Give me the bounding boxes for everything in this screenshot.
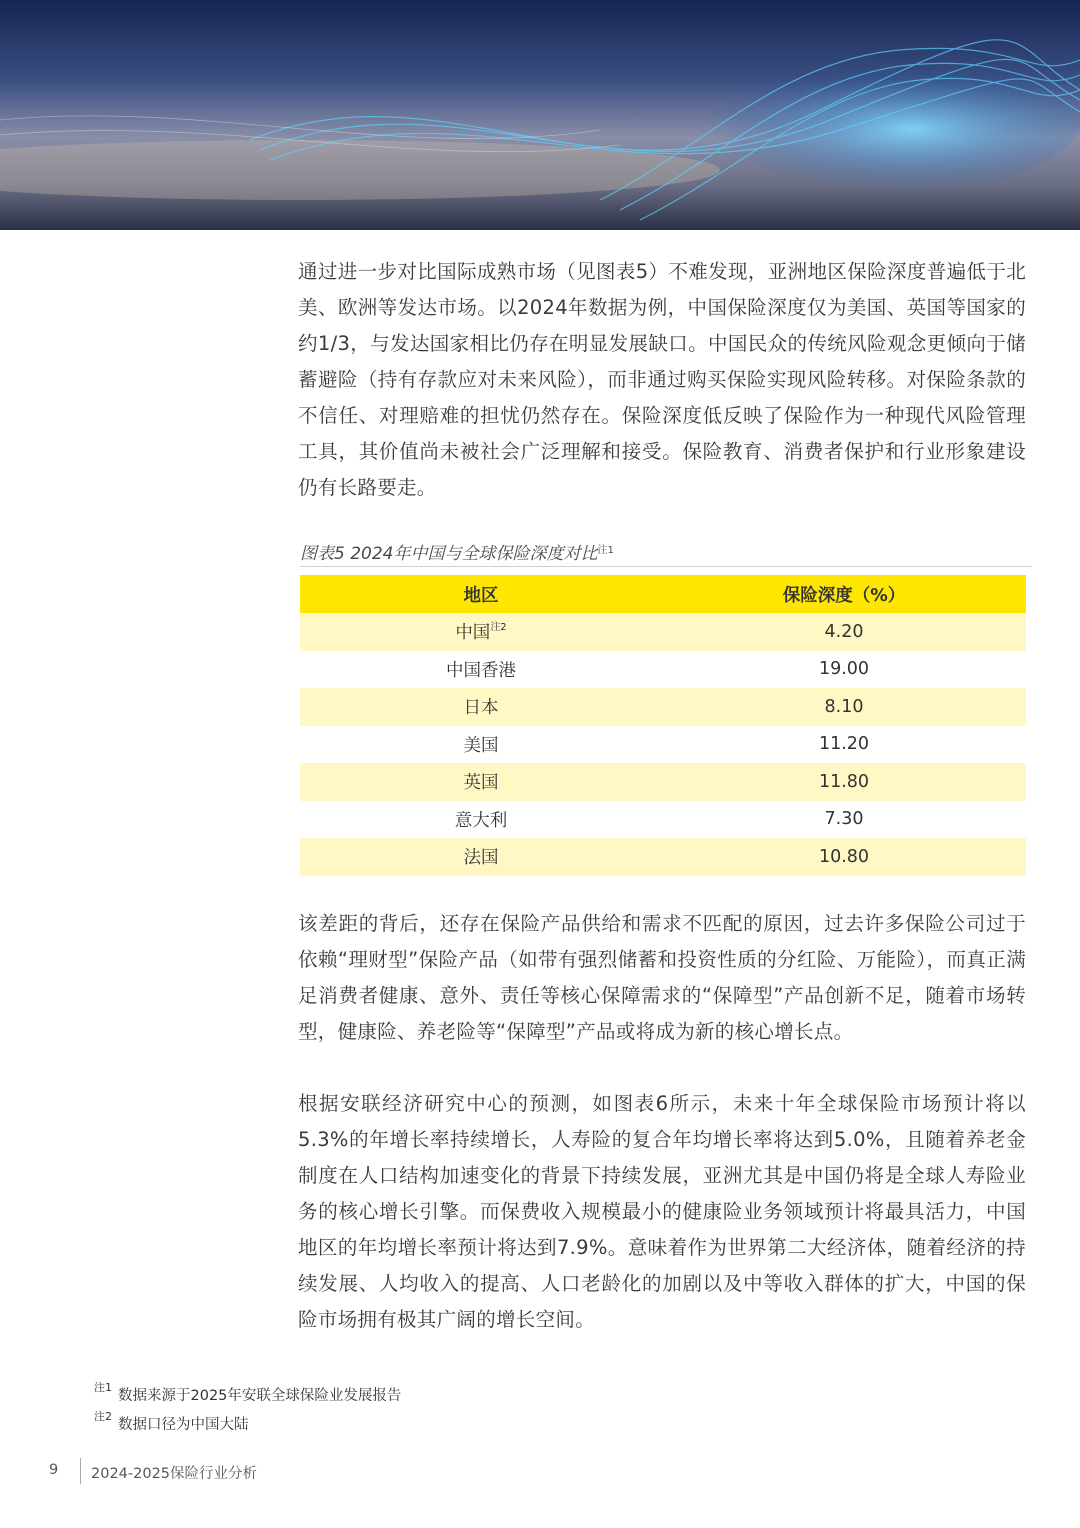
region-name: 中国 [455, 623, 491, 644]
page-number: 9 [49, 1462, 59, 1478]
region-name: 法国 [300, 838, 662, 876]
region-name: 英国 [300, 763, 662, 801]
region-name: 中国香港 [300, 651, 662, 689]
caption-divider [300, 566, 1032, 567]
header-depth: 保险深度（%） [662, 575, 1026, 613]
footnote-text: 数据口径为中国大陆 [118, 1417, 249, 1433]
body-paragraph-3: 根据安联经济研究中心的预测，如图表6所示，未来十年全球保险市场预计将以5.3%的年增长率持续增长，人寿险的复合年均增长率将达到5.0%，且随着养老金制度在人口结构加速变化的背景下持续发展，亚洲尤其是中国仍将是全球人寿险业务的核心增长引擎。而保费收入规模最小的健康险业务领域预计将最具活力，中国地区的年均增长率预计将达到7.9%。意味着作为世界第二大经济体，随着经济的持续发展、人均收入的提高、人口老龄化的加剧以及中等收入群体的扩大，中国的保险市场拥有极其广阔的增长空间。 [298, 1092, 1026, 1331]
footnote-2 [94, 1410, 249, 1434]
body-paragraph-1: 通过进一步对比国际成熟市场（见图表5）不难发现，亚洲地区保险深度普遍低于北美、欧洲等发达市场。以2024年数据为例，中国保险深度仅为美国、英国等国家的约1/3，与发达国家相比仍存在明显发展缺口。中国民众的传统风险观念更倾向于储蓄避险（持有存款应对未来风险），而非通过购买保险实现风险转移。对保险条款的不信任、对理赔难的担忧仍然存在。保险深度低反映了保险作为一种现代风险管理工具，其价值尚未被社会广泛理解和接受。保险教育、消费者保护和行业形象建设仍有长路要走。 [298, 260, 1026, 499]
header-region: 地区 [300, 575, 662, 613]
footnote-text: 数据来源于2025年安联全球保险业发展报告 [118, 1388, 402, 1404]
depth-value: 11.20 [662, 726, 1026, 764]
caption-footnote-mark: 注1 [597, 545, 614, 556]
insurance-depth-table [300, 575, 1026, 876]
table-row [300, 688, 1026, 726]
footer-title: 2024-2025保险行业分析 [91, 1466, 258, 1482]
figure-caption-text: 图表5 2024年中国与全球保险深度对比 [300, 544, 598, 564]
table-row [300, 763, 1026, 801]
region-name: 美国 [300, 726, 662, 764]
table-row [300, 801, 1026, 839]
depth-value: 4.20 [662, 613, 1026, 651]
region-footnote-mark: 注2 [490, 622, 507, 634]
depth-value: 8.10 [662, 688, 1026, 726]
region-cell [300, 613, 662, 651]
table-header-row [300, 575, 1026, 613]
footer-divider [80, 1458, 81, 1484]
region-name: 日本 [300, 688, 662, 726]
depth-value: 11.80 [662, 763, 1026, 801]
body-paragraph-2: 该差距的背后，还存在保险产品供给和需求不匹配的原因，过去许多保险公司过于依赖“理财型”保险产品（如带有强烈储蓄和投资性质的分红险、万能险），而真正满足消费者健康、意外、责任等核心保障需求的“保障型”产品创新不足，随着市场转型，健康险、养老险等“保障型”产品或将成为新的核心增长点。 [298, 912, 1026, 1043]
table-row [300, 838, 1026, 876]
header-banner-image [0, 0, 1080, 230]
depth-value: 19.00 [662, 651, 1026, 689]
footnote-mark: 注1 [94, 1381, 112, 1394]
depth-value: 10.80 [662, 838, 1026, 876]
footnote-1 [94, 1381, 402, 1405]
region-name: 意大利 [300, 801, 662, 839]
figure-caption [300, 539, 614, 564]
table-row [300, 651, 1026, 689]
table-row [300, 726, 1026, 764]
depth-value: 7.30 [662, 801, 1026, 839]
footnote-mark: 注2 [94, 1410, 112, 1423]
table-row [300, 613, 1026, 651]
